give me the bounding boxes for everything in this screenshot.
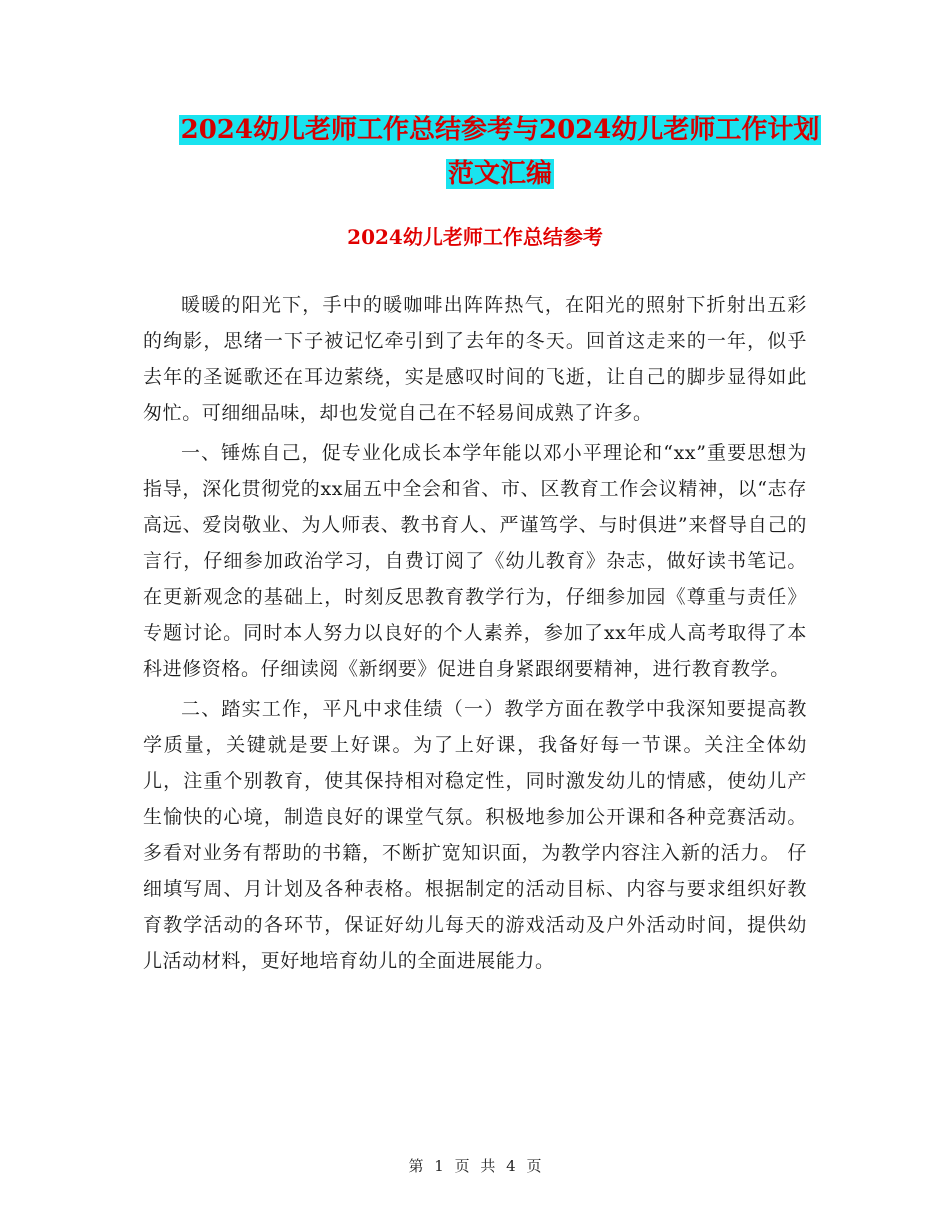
paragraph-professional-growth: 一、锤炼自己，促专业化成长本学年能以邓小平理论和“xx”重要思想为指导，深化贯彻党的xx届五中全会和省、市、区教育工作会议精神，以“志存高远、爱岗敬业、为人师表、教书育人、严谨笃学、与时俱进”来督导自己的言行，仔细参加政治学习，自费订阅了《幼儿教育》杂志，做好读书笔记。在更新观念的基础上，时刻反思教育教学行为，仔细参加园《尊重与责任》专题讨论。同时本人努力以良好的个人素养，参加了xx年成人高考取得了本科进修资格。仔细读阅《新纲要》促进自身紧跟纲要精神，进行教育教学。 <box>143 442 807 680</box>
document-title-line-1: 2024幼儿老师工作总结参考与2024幼儿老师工作计划 <box>180 115 820 145</box>
section-title: 2024幼儿老师工作总结参考 <box>347 225 603 249</box>
document-title-line-2: 范文汇编 <box>447 159 552 189</box>
page-footer: 第 1 页 共 4 页 <box>408 1157 542 1175</box>
paragraph-intro: 暖暖的阳光下，手中的暖咖啡出阵阵热气，在阳光的照射下折射出五彩的绚影，思绪一下子被记忆牵引到了去年的冬天。回首这走来的一年，似乎去年的圣诞歌还在耳边萦绕，实是感叹时间的飞逝，让自己的脚步显得如此匆忙。可细细品味，却也发觉自己在不轻易间成熟了许多。 <box>143 294 807 424</box>
document-title <box>150 108 850 196</box>
paragraph-teaching-work: 二、踏实工作，平凡中求佳绩（一）教学方面在教学中我深知要提高教学质量，关键就是要上好课。为了上好课，我备好每一节课。关注全体幼儿，注重个别教育，使其保持相对稳定性，同时激发幼儿的情感，使幼儿产生愉快的心境，制造良好的课堂气氛。积极地参加公开课和各种竞赛活动。多看对业务有帮助的书籍，不断扩宽知识面，为教学内容注入新的活力。 仔细填写周、月计划及各种表格。根据制定的活动目标、内容与要求组织好教育教学活动的各环节，保证好幼儿每天的游戏活动及户外活动时间，提供幼儿活动材料，更好地培育幼儿的全面进展能力。 <box>143 698 807 972</box>
document-body <box>143 287 807 983</box>
